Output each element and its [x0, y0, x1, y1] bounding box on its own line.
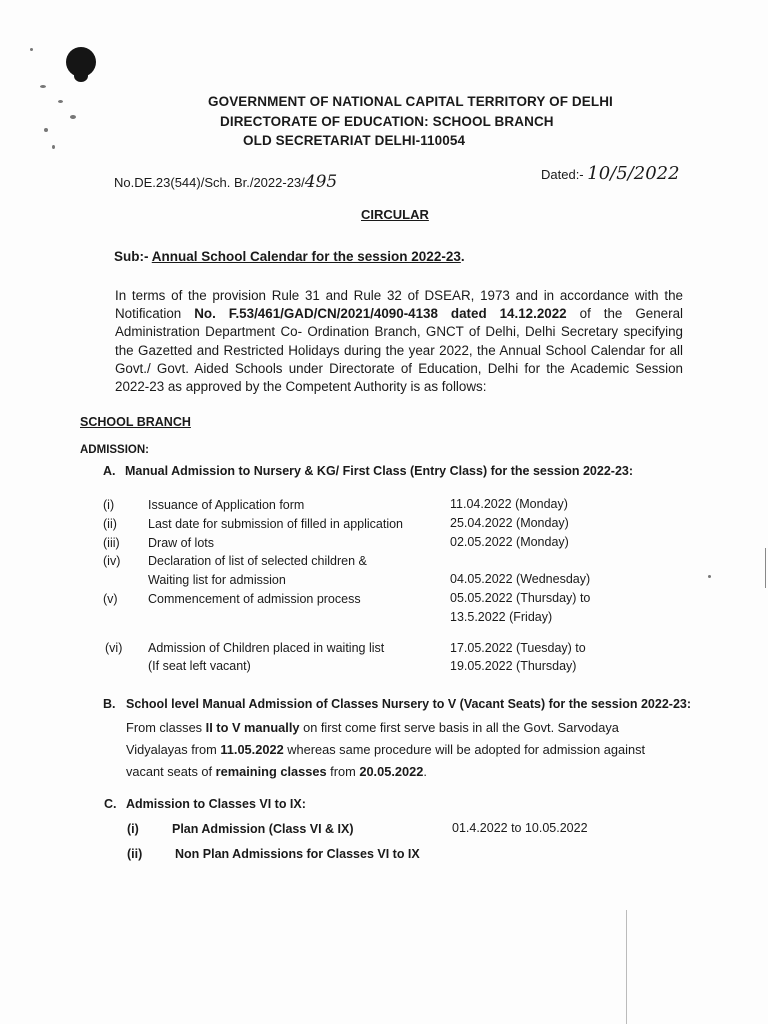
section-c-row-num: (i) [127, 822, 139, 836]
section-a-row-desc: Declaration of list of selected children & [148, 554, 367, 568]
section-c-row-desc: Plan Admission (Class VI & IX) [172, 822, 354, 836]
section-a-row-num: (i) [103, 498, 115, 512]
header-line-2: DIRECTORATE OF EDUCATION: SCHOOL BRANCH [220, 114, 554, 129]
scan-speck [30, 48, 33, 51]
notification-number: No. F.53/461/GAD/CN/2021/4090-4138 dated 14.12.2022 [194, 306, 567, 322]
section-a-row-desc: Admission of Children placed in waiting list [148, 641, 385, 655]
subject-label: Sub:- [114, 249, 149, 264]
section-c-letter: C. [104, 797, 117, 811]
section-a-row-num: (vi) [105, 641, 123, 655]
scan-speck [58, 100, 63, 103]
section-b-bold-3: remaining classes [215, 764, 327, 779]
section-b-text-3: whereas same procedure will be adopted for admission against vacant seats of [126, 742, 646, 779]
section-a-row-desc-cont: Waiting list for admission [148, 573, 286, 587]
section-a-row-num: (iii) [103, 536, 120, 550]
section-a-row-date: 05.05.2022 (Thursday) to [450, 591, 591, 605]
scan-speck [40, 85, 46, 88]
scan-edge-line [765, 548, 766, 588]
reference-prefix: No.DE.23(544)/Sch. Br./2022-23/ [114, 175, 305, 190]
section-b-letter: B. [103, 697, 116, 711]
section-a-row-num: (ii) [103, 517, 117, 531]
section-b-text-1: From classes [126, 720, 206, 735]
section-a-row-date: 11.04.2022 (Monday) [450, 497, 568, 511]
section-c-row-num: (ii) [127, 847, 143, 861]
subject-line [114, 249, 465, 264]
reference-handwritten: 495 [304, 172, 338, 192]
intro-paragraph [115, 287, 683, 396]
reference-number [114, 172, 337, 192]
section-b-bold-2: 11.05.2022 [220, 742, 284, 757]
section-a-row-date: 04.05.2022 (Wednesday) [450, 572, 591, 586]
scan-speck [708, 575, 711, 578]
circular-title: CIRCULAR [361, 207, 429, 222]
intro-text-1: In terms of the provision Rule 31 and Rule 32 of DSEAR, 1973 and in accordance with the Notification [115, 288, 683, 322]
section-a-row-desc-cont: (If seat left vacant) [148, 659, 251, 673]
section-a-row-date-cont: 13.5.2022 (Friday) [450, 610, 553, 624]
admission-heading: ADMISSION: [80, 444, 149, 456]
subject-end: . [460, 249, 465, 264]
dated-label: Dated:- [541, 167, 584, 182]
section-b-paragraph [126, 717, 682, 783]
section-a-row-desc: Issuance of Application form [148, 498, 305, 512]
scan-speck [44, 128, 48, 132]
section-a-row-desc: Last date for submission of filled in application [148, 517, 404, 531]
section-a-row-num: (iv) [103, 554, 121, 568]
section-b-text-2: on first come first serve basis in all the Govt. Sarvodaya Vidyalayas from [126, 720, 619, 757]
section-c-row-date: 01.4.2022 to 10.05.2022 [452, 821, 588, 835]
scan-speck [70, 115, 76, 119]
school-branch-heading: SCHOOL BRANCH [80, 415, 191, 429]
section-a-row-date: 17.05.2022 (Tuesday) to [450, 641, 586, 655]
section-b-title: School level Manual Admission of Classes Nursery to V (Vacant Seats) for the session 2022-23: [126, 697, 692, 711]
dated-handwritten: 10/5/2022 [587, 163, 680, 184]
section-a-title: Manual Admission to Nursery & KG/ First Class (Entry Class) for the session 2022-23: [125, 464, 634, 478]
section-b-text-5: . [423, 764, 427, 779]
scan-speck [52, 145, 55, 149]
header-line-1: GOVERNMENT OF NATIONAL CAPITAL TERRITORY OF DELHI [208, 94, 613, 109]
section-a-row-desc: Draw of lots [148, 536, 214, 550]
section-b-text-4: from [326, 764, 360, 779]
section-c-title: Admission to Classes VI to IX: [126, 797, 306, 811]
section-b-bold-4: 20.05.2022 [359, 764, 424, 779]
subject-text: Annual School Calendar for the session 2022-23 [151, 249, 461, 264]
ink-blot-tail [74, 70, 88, 82]
section-b-bold-1: II to V manually [205, 720, 300, 735]
section-a-row-desc: Commencement of admission process [148, 592, 361, 606]
section-a-row-num: (v) [103, 592, 118, 606]
scan-edge-line [626, 910, 627, 1024]
section-a-row-date-cont: 19.05.2022 (Thursday) [450, 659, 577, 673]
header-line-3: OLD SECRETARIAT DELHI-110054 [243, 133, 466, 148]
section-a-row-date: 25.04.2022 (Monday) [450, 516, 569, 530]
section-a-row-date: 02.05.2022 (Monday) [450, 535, 569, 549]
dated [541, 163, 680, 184]
section-c-row-desc: Non Plan Admissions for Classes VI to IX [175, 847, 420, 861]
intro-text-2: of the General Administration Department Co- Ordination Branch, GNCT of Delhi, Delhi Secretary specifying the Gazetted and Restricted Holidays during the year 2022, the Annual School Calendar for all Govt./ Govt. Aided Schools under Directorate of Education, Delhi for the Academic Session 2022-23 as approved by the Competent Authority is as follows: [115, 306, 683, 395]
section-a-letter: A. [103, 464, 116, 478]
